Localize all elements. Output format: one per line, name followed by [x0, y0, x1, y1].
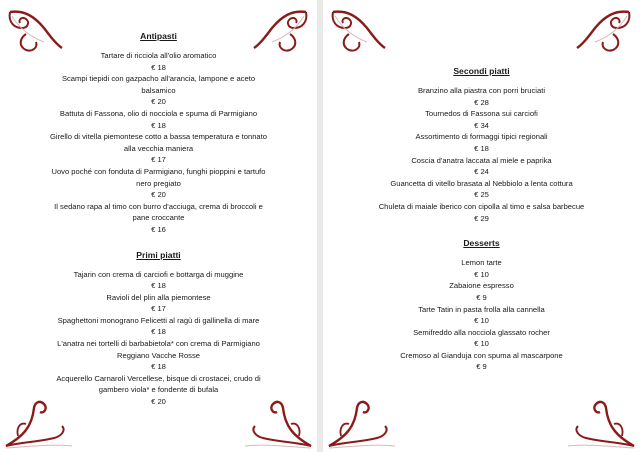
- dish-price: € 20: [151, 190, 166, 200]
- menu-item: [323, 280, 640, 303]
- dish-name: Ravioli del plin alla piemontese: [106, 292, 211, 302]
- dish-name: Acquerello Carnaroli Vercellese, bisque di crostacei, crudo di gambero viola* e fondente di bufala: [56, 373, 261, 395]
- menu-item: [0, 108, 317, 131]
- scroll-ornament-icon: [573, 6, 635, 58]
- dish-name: Cremoso al Gianduja con spuma al mascarpone: [400, 350, 563, 360]
- menu-item: [323, 131, 640, 154]
- section-title: Antipasti: [140, 31, 177, 41]
- menu-item: [323, 85, 640, 108]
- menu-item: [323, 155, 640, 178]
- menu-item: [323, 327, 640, 350]
- dish-name: Assortimento di formaggi tipici regionali: [415, 132, 548, 142]
- dish-price: € 20: [151, 397, 166, 407]
- menu-column-right: [323, 66, 640, 373]
- menu-item: [0, 373, 317, 408]
- menu-item: [323, 201, 640, 224]
- section-secondi-piatti: [323, 66, 640, 224]
- dish-name: Tournedos di Fassona sui carciofi: [425, 109, 538, 119]
- menu-item: [0, 50, 317, 73]
- dish-name: Tartare di ricciola all'olio aromatico: [100, 51, 217, 60]
- dish-price: € 9: [476, 362, 487, 372]
- dish-name: L'anatra nei tortelli di barbabietola* con crema di Parmigiano Reggiano Vacche Rosse: [57, 339, 260, 360]
- dish-price: € 18: [151, 281, 166, 291]
- dish-price: € 34: [474, 120, 489, 130]
- scroll-ornament-icon: [566, 396, 636, 450]
- dish-price: € 9: [476, 292, 487, 302]
- menu-item: [323, 350, 640, 373]
- menu-page-right: [323, 0, 640, 452]
- menu-item: [0, 269, 317, 292]
- menu-page-left: [0, 0, 317, 452]
- dish-price: € 16: [151, 224, 166, 234]
- menu-item: [323, 178, 640, 201]
- dish-name: Branzino alla piastra con porri bruciati: [417, 86, 546, 95]
- dish-price: € 18: [151, 62, 166, 72]
- section-title: Primi piatti: [136, 249, 181, 260]
- dish-name: Semifreddo alla nocciola glassato rocher: [413, 327, 550, 337]
- dish-name: Battuta di Fassona, olio di nocciola e spuma di Parmigiano: [59, 108, 258, 118]
- dish-price: € 29: [474, 213, 489, 223]
- dish-price: € 20: [151, 97, 166, 107]
- dish-name: Scampi tiepidi con gazpacho all'arancia, lampone e aceto balsamico: [61, 74, 256, 95]
- dish-price: € 28: [474, 97, 489, 107]
- dish-name: Girello di vitella piemontese cotto a bassa temperatura e tonnato alla vecchia maniera: [50, 132, 267, 153]
- section-desserts: [323, 238, 640, 373]
- menu-item: [0, 201, 317, 236]
- menu-item: [0, 131, 317, 166]
- dish-price: € 10: [474, 269, 489, 279]
- dish-price: € 18: [151, 362, 166, 372]
- dish-price: € 18: [151, 120, 166, 130]
- dish-price: € 10: [474, 316, 489, 326]
- dish-name: Zabaione espresso: [449, 281, 514, 291]
- dish-name: Chuleta di maiale iberico con cipolla al timo e salsa barbecue: [378, 201, 585, 211]
- dish-price: € 25: [474, 190, 489, 200]
- scroll-ornament-icon: [327, 396, 397, 450]
- menu-item: [323, 257, 640, 280]
- menu-item: [0, 166, 317, 201]
- dish-price: € 24: [474, 167, 489, 177]
- dish-price: € 18: [151, 327, 166, 337]
- dish-name: Il sedano rapa al timo con burro d'acciuga, crema di broccoli e pane croccante: [54, 201, 263, 223]
- dish-name: Spaghettoni monograno Felicetti al ragù di gallinella di mare: [57, 315, 260, 325]
- dish-name: Tarte Tatin in pasta frolla alla cannella: [418, 304, 545, 314]
- dish-price: € 18: [474, 143, 489, 153]
- scroll-ornament-icon: [327, 6, 387, 58]
- menu-item: [323, 304, 640, 327]
- dish-price: € 17: [151, 304, 166, 314]
- menu-item: [0, 338, 317, 373]
- menu-column-left: [0, 31, 317, 408]
- section-title: Secondi piatti: [453, 66, 510, 76]
- menu-item: [0, 315, 317, 338]
- menu-item: [0, 73, 317, 108]
- menu-item: [0, 292, 317, 315]
- section-title: Desserts: [463, 238, 500, 249]
- dish-name: Lemon tarte: [461, 258, 502, 268]
- dish-name: Uovo poché con fonduta di Parmigiano, funghi pioppini e tartufo nero pregiato: [51, 166, 266, 188]
- dish-price: € 10: [474, 339, 489, 349]
- dish-name: Guancetta di vitello brasata al Nebbiolo a lenta cottura: [390, 178, 573, 188]
- menu-item: [323, 108, 640, 131]
- dish-name: Coscia d'anatra laccata al miele e paprika: [411, 155, 552, 165]
- section-primi-piatti: [0, 250, 317, 408]
- dish-price: € 17: [151, 155, 166, 165]
- dish-name: Tajarin con crema di carciofi e bottarga di muggine: [73, 269, 244, 279]
- section-antipasti: [0, 31, 317, 236]
